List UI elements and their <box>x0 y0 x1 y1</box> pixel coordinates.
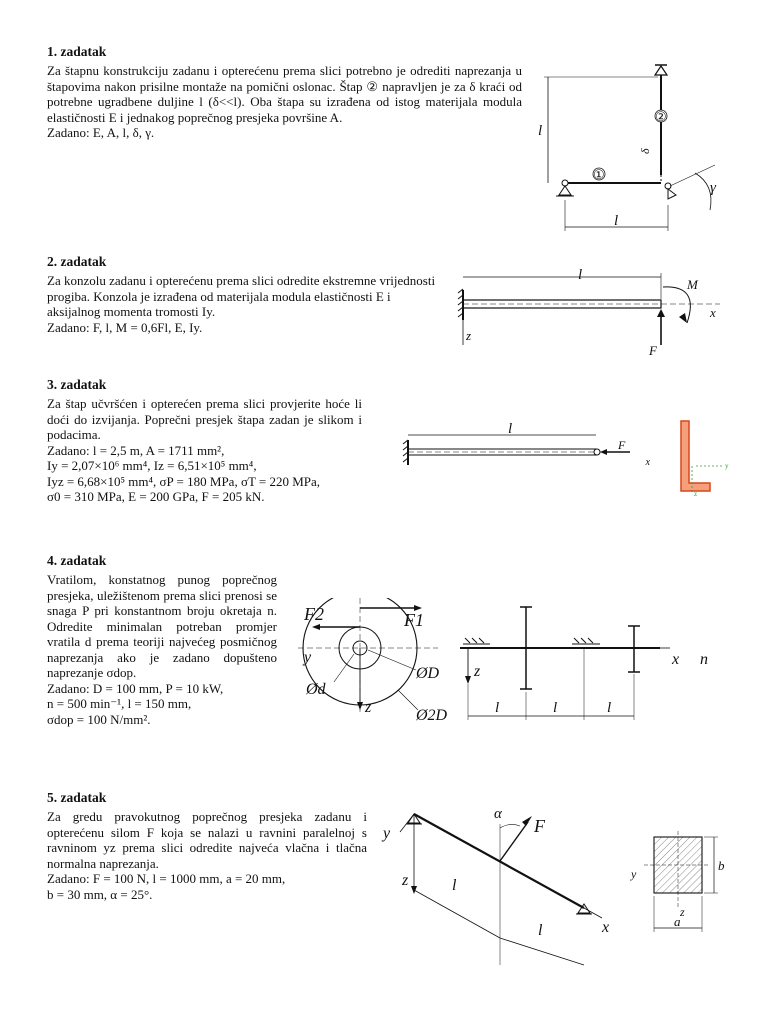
task-5-line: Za gredu pravokutnog poprečnog presjeka zadanu i <box>47 809 367 824</box>
task-1-line: Za štapnu konstrukciju zadanu i opterećenu prema slici potrebno je odrediti <box>47 63 451 78</box>
bar-2-number: ② <box>655 109 667 124</box>
task-2-heading: 2. zadatak <box>47 254 107 269</box>
section-axis-y: y <box>725 462 729 470</box>
task-4 <box>47 553 277 727</box>
task-5-line: najveća vlačna i tlačna normalna naprezanja. <box>47 840 367 871</box>
task-2-line: Za konzolu zadanu i opterećenu prema slici odredite ekstremne <box>47 273 377 288</box>
axis-z: z <box>402 872 409 889</box>
task-3-line: zadan je slikom i podacima. <box>47 411 363 442</box>
task-4-shaft-figure <box>460 604 720 724</box>
dia-2D-label: Ø2D <box>416 707 448 724</box>
task-3-given-2: Iy = 2,07×10⁶ mm⁴, Iz = 6,51×10⁵ mm⁴, <box>47 458 257 473</box>
task-5-line: paralelnoj s ravninom yz prema slici odredite <box>47 824 367 855</box>
task-1-line: naprezanja u štapovima nakon prisilne montaže na pomični oslonac. Štap <box>47 63 522 94</box>
task-2-given: Zadano: F, l, M = 0,6Fl, E, Iy. <box>47 319 203 335</box>
task-4-line: promjer vratila d prema teoriji <box>47 618 277 649</box>
task-4-line: prema slici prenosi se snaga P pri <box>47 587 278 618</box>
dia-D-label: ØD <box>416 665 440 682</box>
dim-b: b <box>718 858 725 873</box>
dim-a: a <box>674 914 681 929</box>
task-1-line: poprečnog presjeka površine A. <box>177 109 343 125</box>
task-5 <box>47 790 367 902</box>
axis-x: x <box>672 651 680 668</box>
task-5-heading: 5. zadatak <box>47 790 107 805</box>
task-3-line: Za štap učvršćen i opterećen prema slici provjerite <box>47 396 321 411</box>
task-4-line: Odredite minimalan potreban <box>47 618 222 634</box>
bar-1-number: ① <box>593 167 605 182</box>
force-f2-label: F2 <box>304 604 324 624</box>
axis-z: z <box>466 328 472 343</box>
task-3-line: hoće li doći do izvijanja. Poprečni presjek štapa <box>47 396 362 427</box>
task-4-line: konstantnom broju okretaja n. <box>114 603 278 618</box>
task-4-text <box>47 572 277 727</box>
dim-l-1: l <box>495 700 500 716</box>
force-f1-label: F1 <box>404 610 424 630</box>
dim-l-vertical: l <box>538 123 543 139</box>
task-4-pulley-figure <box>298 598 463 728</box>
task-3-text <box>47 396 362 505</box>
force-label: F <box>618 438 626 452</box>
task-1-given: Zadano: E, A, l, δ, γ. <box>47 125 155 140</box>
task-2 <box>47 254 447 335</box>
task-3-given-3: Iyz = 6,68×10⁵ mm⁴, σP = 180 MPa, σT = 220 MPa, <box>47 473 321 489</box>
dim-l-1: l <box>452 877 457 894</box>
task-3-figure <box>400 415 650 475</box>
task-1-figure <box>530 55 740 235</box>
force-label: F <box>649 343 657 358</box>
angle-section-figure <box>678 418 738 498</box>
task-1 <box>47 44 522 141</box>
task-5-line: opterećenu silom F koja se nalazi u ravnini <box>47 824 297 840</box>
task-2-line: vrijednosti progiba. Konzola je izrađena od materijala modula <box>47 273 436 304</box>
task-3-given-4: σ0 = 310 MPa, E = 200 GPa, F = 205 kN. <box>47 489 265 504</box>
task-2-figure <box>455 265 745 365</box>
dim-l-3: l <box>607 700 612 716</box>
task-4-given-3: σdop = 100 N/mm². <box>47 711 151 727</box>
section-axis-z: z <box>694 490 698 498</box>
dim-l-2: l <box>553 700 558 716</box>
task-3-given-1: Zadano: l = 2,5 m, A = 1711 mm², <box>47 442 225 458</box>
axis-x: x <box>710 305 716 320</box>
gamma-label: γ <box>710 180 716 196</box>
axis-z: z <box>680 905 685 919</box>
task-1-text <box>47 63 522 141</box>
axis-y: y <box>304 649 312 666</box>
task-5-text <box>47 809 367 902</box>
axis-y: y <box>383 825 391 842</box>
task-3-heading: 3. zadatak <box>47 377 107 392</box>
force-label: F <box>534 816 545 836</box>
dim-l: l <box>578 267 583 283</box>
task-3 <box>47 377 362 505</box>
task-5-given-2: b = 30 mm, α = 25°. <box>47 886 153 902</box>
alpha-label: α <box>494 806 502 822</box>
task-1-line: ② napravljen je za δ kraći od potrebne ugradbene duljine l (δ<<l). Oba <box>47 78 523 109</box>
delta-label: δ <box>638 148 652 154</box>
task-4-given-2: n = 500 min⁻¹, l = 150 mm, <box>47 696 192 711</box>
axis-x: x <box>645 457 650 468</box>
task-5-given-1: Zadano: F = 100 N, l = 1000 mm, a = 20 mm, <box>47 871 286 886</box>
task-4-given-1: Zadano: D = 100 mm, P = 10 kW, <box>47 680 224 696</box>
dia-d-label: Ød <box>306 681 326 698</box>
task-4-line: najvećeg posmičnog naprezanja ako <box>47 634 277 665</box>
axis-z: z <box>365 699 372 716</box>
task-1-line: štapa su izrađena od istog materijala modula elastičnosti E i jednakog <box>47 94 522 125</box>
task-2-line: elastičnosti E i aksijalnog momenta tromosti Iy. <box>47 288 391 319</box>
axis-n: n <box>700 651 708 668</box>
task-1-heading: 1. zadatak <box>47 44 107 59</box>
rectangular-section-figure <box>628 828 728 938</box>
dim-l-2: l <box>538 922 543 939</box>
dim-l-horizontal: l <box>614 213 619 229</box>
axis-z: z <box>474 663 481 680</box>
moment-label: M <box>687 277 698 292</box>
axis-x: x <box>602 919 610 936</box>
axis-y: y <box>631 867 637 881</box>
task-4-heading: 4. zadatak <box>47 553 107 568</box>
task-4-line: Vratilom, konstatnog punog <box>47 572 211 587</box>
task-4-line: poprečnog presjeka, uležištenom <box>47 572 277 603</box>
dim-l: l <box>508 421 513 437</box>
task-5-beam-figure <box>380 800 620 970</box>
task-2-text <box>47 273 447 335</box>
task-4-line: je zadano dopušteno naprezanje σdop. <box>47 649 277 680</box>
